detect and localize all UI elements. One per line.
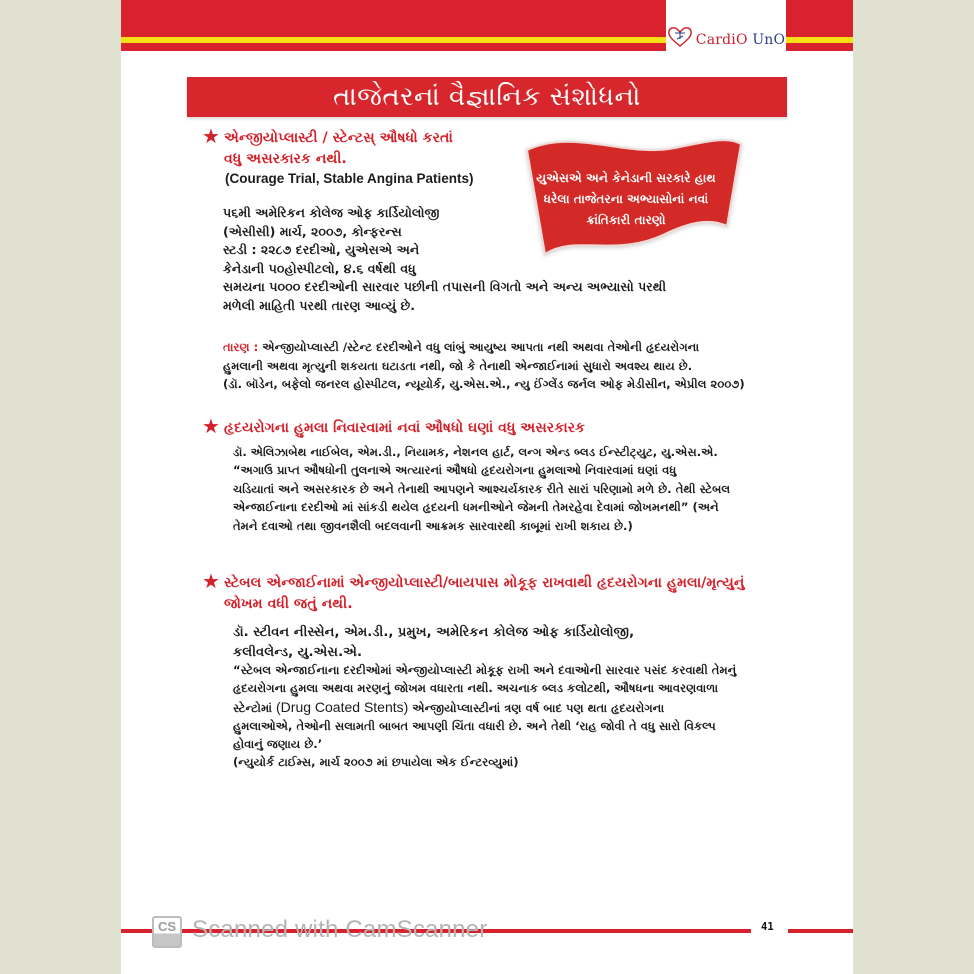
quote-line: હોવાનું જણાય છે.’ [233,737,323,752]
page-number: 41 [761,921,774,933]
star-bullet-icon: ★ [202,569,220,593]
brand-logo [666,0,786,52]
body-line: સ્ટડી : ૨૨૮૭ દરદીઓ, યુએસએ અને [223,242,420,258]
section1-conclusion [223,338,745,394]
star-bullet-icon: ★ [202,414,220,438]
section3-heading [202,569,745,615]
conclusion-line: એન્જીયોપ્લાસ્ટી /સ્ટેન્ટ દરદીઓને વધુ લાંબું આયુષ્ય આપતા નથી અથવા તેઓની હૃદયરોગના [262,340,700,354]
scanner-watermark: Scanned with CamScanner [192,916,488,943]
quote-line: “સ્ટેબલ એન્જાઈનાના દરદીઓમાં એન્જીયોપ્લાસ્ટી મોકૂફ રાખી અને દવાઓની સારવાર પસંદ કરવાથી તેમનું [233,663,737,677]
body-line: કેનેડાની ૫૦હોસ્પીટલો, ૪.૬ વર્ષથી વધુ [223,260,416,276]
section1-heading [202,124,453,170]
conclusion-label: તારણ : [223,340,259,354]
body-line: સમયના ૫૦૦૦ દરદીઓની સારવાર પછીની તપાસની વિગતો અને અન્ય અભ્યાસો પરથી [223,279,667,295]
heading-line: હૃદયરોગના હુમલા નિવારવામાં નવાં ઔષધો ઘણાં વધુ અસરકારક [224,420,586,436]
quote-line: “અગાઉ પ્રાપ્ત ઔષધોની તુલનાએ અત્યારનાં ઔષધો હૃદયરોગના હુમલાઓ નિવારવામાં ઘણાં વધુ [233,463,677,478]
quote-source: (ન્યુયોર્ક ટાઈમ્સ, માર્ચ ૨૦૦૭ માં છપાયેલા એક ઈન્ટરવ્યુમાં) [233,755,519,770]
quote-text: સ્ટેન્ટોમાં [233,700,272,715]
footer-rule-right [788,929,853,933]
flag-line: ક્રાંતિકારી તારણો [586,213,666,227]
heading-line: સ્ટેબલ એન્જાઈનામાં એન્જીયોપ્લાસ્ટી/બાયપાસ મોકૂફ રાખવાથી હૃદયરોગના હુમલા/મૃત્યુનું [224,575,745,591]
heart-icon [667,26,693,48]
author-line: કલીવલેન્ડ, યુ.એસ.એ. [233,644,363,660]
quote-line: હુમલાઓએ, તેઓની સલામતી બાબત આપણી ચિંતા વધારી છે. અને તેથી ‘રાહ જોવી તે વધુ સારો વિકલ્પ [233,718,716,733]
body-line: ૫૬મી અમેરિકન કોલેજ ઓફ કાર્ડિયોલોજી [223,205,440,220]
logo-word-uno: UnO [752,32,786,48]
quote-line: તેમને દવાઓ તથા જીવનશૈલી બદલવાની આક્રમક સારવારથી કાબૂમાં રાખી શકાય છે.) [233,518,633,533]
section3-author [233,623,634,662]
section1-subtitle: (Courage Trial, Stable Angina Patients) [225,171,474,186]
logo-text [696,32,785,48]
heading-line: વધુ અસરકારક નથી. [224,151,347,167]
page-title: તાજેતરનાં વૈજ્ઞાનિક સંશોધનો [187,77,787,117]
section2-heading [202,414,586,439]
flag-callout-text [521,168,731,231]
section3-quote [233,661,736,772]
camscanner-logo: CS [152,916,182,948]
quote-line: ચડિયાતાં અને અસરકારક છે અને તેનાથી આપણને આશ્ચર્યકારક રીતે સારાં પરિણામો મળે છે. તેથી સ્ટેબલ [233,481,731,496]
heading-line: એન્જીયોપ્લાસ્ટી / સ્ટેન્ટસ્ ઔષધો કરતાં [224,130,453,146]
star-bullet-icon: ★ [202,124,220,148]
quote-line [233,698,736,717]
flag-line: યુએસએ અને કેનેડાની સરકારે હાથ [536,171,716,185]
flag-line: ધરેલા તાજેતરના અભ્યાસોનાં નવાં [543,192,709,206]
section2-body [233,443,730,535]
body-line: મળેલી માહિતી પરથી તારણ આવ્યું છે. [223,297,416,313]
section2-author: ડૉ. એલિઝાબેથ નાઈબેલ, એમ.ડી., નિયામક, નેશનલ હાર્ટ, લન્ગ એન્ડ બ્લડ ઈન્સ્ટીટ્યુટ, યુ.એસ.એ. [233,445,718,459]
heading-line: જોખમ વધી જતું નથી. [224,596,353,612]
quote-english-term: (Drug Coated Stents) [276,698,409,715]
document-page [121,0,853,974]
quote-line: હૃદયરોગના હુમલા અથવા મરણનું જોખમ વધારતા નથી. અચનાક બ્લડ કલોટથી, ઔષધના આવરણવાળા [233,681,719,696]
body-line: (એસીસી) માર્ચ, ૨૦૦૭, કોન્ફરન્સ [223,223,402,239]
quote-line: એન્જાઈનાના દરદીઓ માં સાંકડી થયેલ હૃદયની ધમનીઓને જેમની તેમરહેવા દેવામાં જોખમનથી” (અને [233,500,719,515]
conclusion-line: હુમલાની અથવા મૃત્યુની શકયતા ઘટાડતા નથી, જો કે તેનાથી એન્જાઈનામાં સુધારો અવશ્ય થાય છે. [223,358,693,373]
author-line: ડૉ. સ્ટીવન નીસ્સેન, એમ.ડી., પ્રમુખ, અમેરિકન કોલેજ ઓફ કાર્ડિયોલોજી, [233,625,635,640]
conclusion-citation: (ડૉ. બૉડેન, બફેલો જનરલ હોસ્પીટલ, ન્યૂયોર્ક, યુ.એસ.એ., ન્યુ ઈંગ્લેંડ જર્નલ ઓફ મેડીસીન, એપ્રીલ ૨૦૦૭) [223,377,745,391]
logo-word-cardio: CardiO [695,32,748,48]
quote-text: એન્જીયોપ્લાસ્ટીનાં ત્રણ વર્ષ બાદ પણ થતા હૃદયરોગના [412,700,665,715]
